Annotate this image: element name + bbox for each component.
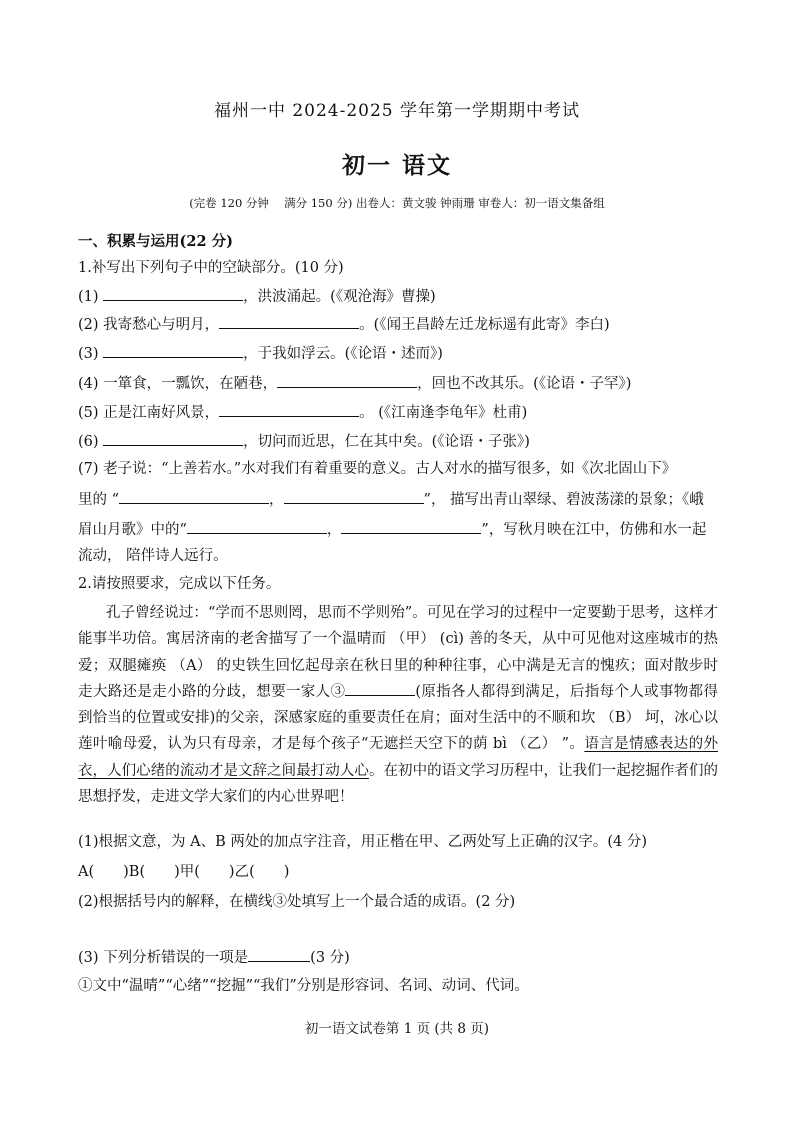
item-text: ”，写秋月映在江中，仿佛和水一起 — [481, 522, 707, 538]
answer-blank[interactable] — [219, 401, 359, 417]
item-text: ， — [269, 492, 284, 508]
item-number: (3) — [78, 346, 99, 362]
section-heading: 一、积累与运用(22 分) — [78, 233, 233, 250]
answer-blank[interactable] — [341, 518, 481, 534]
answer-blank[interactable] — [187, 518, 327, 534]
reading-passage — [78, 600, 718, 810]
q1-item-1 — [78, 285, 436, 307]
q1-item-4 — [78, 372, 631, 394]
item-number: (5) — [78, 405, 99, 421]
q1-item-5 — [78, 401, 527, 423]
item-text: 我寄愁心与明月， — [103, 317, 220, 333]
passage-text: 孔子曾经说过：“学而不思则罔，思而不学则殆”。可见在学习的过程中一定要勤于思考，这样才能事半功倍。寓居济南的老舍描写了一个温晴而 （甲） (cì) 善的冬天，从中可见他对这座城市的热爱；双腿瘫痪 （A） 的史铁生回忆起母亲在秋日里的种种往事，心中满是无言的愧疚；面对散步时走大路还是走小路的分歧，想要一家人③ — [78, 605, 718, 700]
answer-blank[interactable] — [119, 488, 269, 504]
q1-item-7-line-3 — [78, 518, 706, 540]
underlined-sentence: 语言是情感表达的外衣，人们心绪的流动才是文辞之间最打动人心 — [78, 736, 718, 779]
q1-item-7-line-2 — [78, 488, 704, 510]
item-text: 。 (《江南逢李龟年》杜甫) — [359, 405, 528, 421]
passage-text: 。在初中的语文学习历程中，让我们一起挖掘作者们的思想抒发，走进文学大家们的内心世界吧！ — [78, 762, 719, 806]
item-text: 。(《闻王昌龄左迁龙标遥有此寄》李白) — [359, 317, 610, 333]
question-2-sub-2: (2)根据括号内的解释，在横线③处填写上一个最合适的成语。(2 分) — [78, 894, 516, 910]
question-2-sub-3 — [78, 946, 350, 968]
item-text: ， — [326, 522, 342, 538]
item-number: (6) — [78, 434, 99, 450]
item-number: (4) — [78, 376, 99, 392]
answer-blank[interactable] — [248, 946, 310, 962]
question-text: (3 分) — [310, 950, 350, 966]
item-text: ”， 描写出青山翠绿、碧波荡漾的景象；《峨 — [423, 492, 704, 508]
answer-blank[interactable] — [103, 342, 243, 358]
question-text: (3) 下列分析错误的一项是 — [78, 950, 249, 966]
exam-title: 福州一中 2024-2025 学年第一学期期中考试 — [213, 101, 581, 121]
page-footer: 初一语文试卷第 1 页 (共 8 页) — [304, 1021, 490, 1037]
exam-meta-line: (完卷 120 分钟 满分 150 分) 出卷人：黄文骏 钟雨珊 审卷人：初一语文集备组 — [189, 196, 605, 210]
question-2-sub-3-option-1: ①文中“温晴”“心绪”“挖掘”“我们”分别是形容词、名词、动词、代词。 — [78, 978, 529, 994]
q1-item-3 — [78, 342, 443, 364]
question-2-stem: 2.请按照要求，完成以下任务。 — [78, 576, 281, 592]
q1-item-6 — [78, 430, 530, 452]
answer-blank[interactable] — [277, 372, 417, 388]
passage-text: (原指各人都得到满足，后指每个人或事物都得到恰当的位置或安排)的父亲，深感家庭的重要责任在肩；面对生活中的不顺和坎 （B） 坷，冰心以莲叶喻母爱，认为只有母亲，才是每个孩子“无遮拦天空下的荫 bì （乙） ”。 — [78, 683, 719, 753]
answer-blank[interactable] — [219, 313, 359, 329]
answer-blank[interactable] — [284, 488, 424, 504]
q1-item-7-line-4: 流动， 陪伴诗人远行。 — [78, 548, 228, 564]
answer-blank[interactable] — [103, 430, 243, 446]
question-2-sub-1: (1)根据文意，为 A、B 两处的加点字注音，用正楷在甲、乙两处写上正确的汉字。(4 分) — [78, 834, 648, 850]
item-number: (2) — [78, 317, 99, 333]
item-text: 一箪食，一瓢饮，在陋巷， — [103, 376, 278, 392]
item-number: (1) — [78, 289, 99, 305]
item-text: ，于我如浮云。(《论语・述而》) — [243, 346, 443, 362]
q1-item-2 — [78, 313, 610, 335]
question-1-stem: 1.补写出下列句子中的空缺部分。(10 分) — [78, 260, 344, 276]
item-text: ，回也不改其乐。(《论语・子罕》) — [417, 376, 632, 392]
item-text: ，切问而近思，仁在其中矣。(《论语・子张》) — [243, 434, 530, 450]
item-text: 正是江南好风景， — [103, 405, 220, 421]
item-text: 里的 “ — [78, 492, 120, 508]
subject-title: 初一 语文 — [341, 152, 452, 179]
q1-item-7-line-1: (7) 老子说：“上善若水。”水对我们有着重要的意义。古人对水的描写很多，如《次北固山下》 — [78, 461, 677, 477]
answer-blank[interactable] — [103, 285, 243, 301]
answer-blank-3[interactable] — [345, 680, 415, 696]
question-2-sub-1-answers[interactable]: A( )B( )甲( )乙( ) — [78, 864, 290, 880]
item-text: 眉山月歌》中的“ — [78, 522, 187, 538]
item-text: ，洪波涌起。(《观沧海》曹操) — [243, 289, 436, 305]
